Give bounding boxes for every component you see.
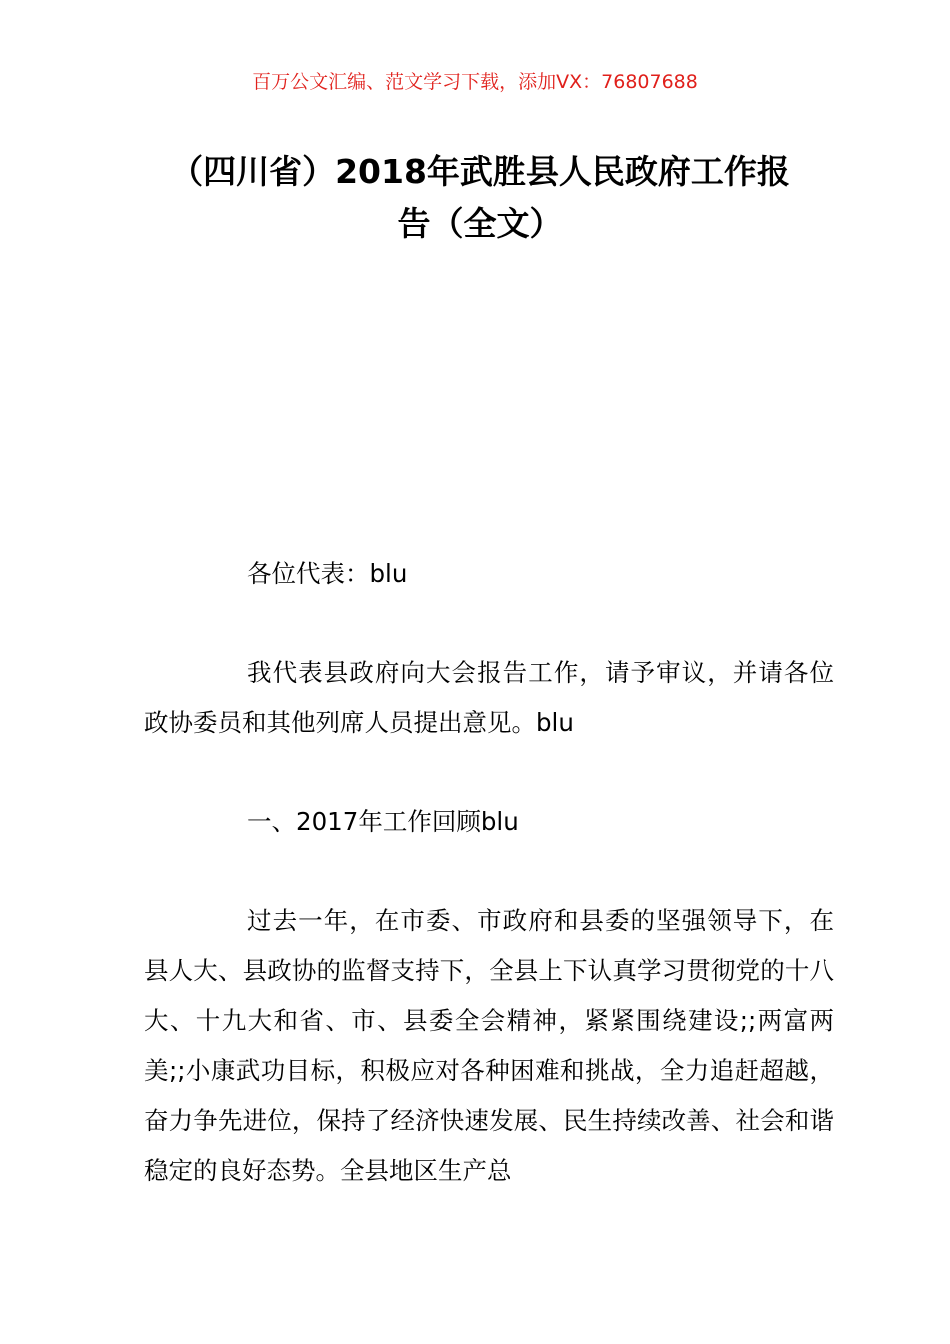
- document-title-line-2: 告（全文）: [397, 204, 563, 243]
- intro-paragraph: 我代表县政府向大会报告工作，请予审议，并请各位政协委员和其他列席人员提出意见。blu: [144, 658, 834, 737]
- document-title: [140, 146, 820, 250]
- review-body-paragraph: 过去一年，在市委、市政府和县委的坚强领导下，在县人大、县政协的监督支持下，全县上下认真学习贯彻党的十八大、十九大和省、市、县委全会精神，紧紧围绕建设;;两富两美;;小康武功目标，积极应对各种困难和挑战，全力追赶超越，奋力争先进位，保持了经济快速发展、民生持续改善、社会和谐稳定的良好态势。全县地区生产总: [144, 906, 834, 1185]
- document-title-line-1: （四川省）2018年武胜县人民政府工作报: [170, 152, 790, 191]
- salutation-paragraph: 各位代表：blu: [247, 559, 408, 588]
- section-heading-review: 一、2017年工作回顾blu: [247, 807, 519, 836]
- header-promo-note: 百万公文汇编、范文学习下载，添加VX：76807688: [252, 71, 698, 93]
